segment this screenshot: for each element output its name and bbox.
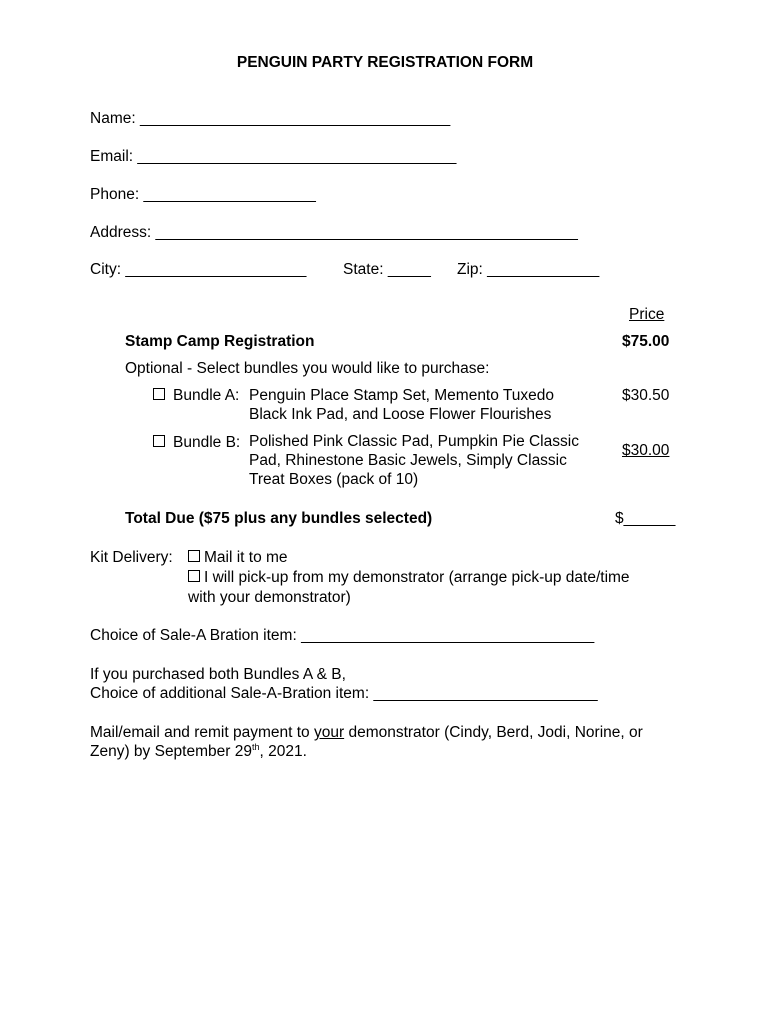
state-blank[interactable]: _____	[387, 261, 431, 278]
sale-a-bration-field[interactable]	[90, 626, 594, 645]
price-header: Price	[629, 306, 665, 323]
remit-text: demonstrator (Cindy, Berd, Jodi, Norine, or	[344, 724, 643, 741]
city-blank[interactable]: _____________________	[125, 261, 307, 278]
remit-line-1	[90, 723, 643, 742]
remit-text: Zeny) by September 29	[90, 743, 252, 760]
zip-blank[interactable]: _____________	[487, 261, 600, 278]
address-field[interactable]	[90, 223, 578, 242]
email-field[interactable]	[90, 147, 456, 166]
registration-label: Stamp Camp Registration	[125, 333, 315, 350]
phone-label: Phone:	[90, 186, 140, 203]
remit-text: Mail/email and remit payment to	[90, 724, 314, 741]
bundle-a-label: Bundle A:	[173, 387, 240, 404]
address-label: Address:	[90, 224, 152, 241]
bundle-b-line: Polished Pink Classic Pad, Pumpkin Pie Classic	[249, 433, 579, 450]
city-field[interactable]	[90, 260, 306, 279]
total-label: Total Due ($75 plus any bundles selected)	[125, 510, 433, 527]
remit-text: , 2021.	[259, 743, 307, 760]
remit-line-2	[90, 742, 643, 761]
bundle-a-line: Black Ink Pad, and Loose Flower Flourishes	[249, 406, 552, 423]
zip-field[interactable]	[457, 260, 599, 279]
sale-a-bration-blank[interactable]: __________________________________	[301, 627, 595, 644]
registration-price: $75.00	[622, 333, 670, 350]
state-field[interactable]	[343, 260, 431, 279]
bundle-b-checkbox[interactable]	[153, 435, 165, 447]
bundle-b-line: Pad, Rhinestone Basic Jewels, Simply Classic	[249, 452, 567, 469]
zip-label: Zip:	[457, 261, 483, 278]
remit-superscript: th	[251, 742, 260, 752]
city-label: City:	[90, 261, 121, 278]
phone-blank[interactable]: ____________________	[143, 186, 316, 203]
mail-checkbox[interactable]	[188, 550, 200, 562]
bundle-a-price: $30.50	[622, 387, 670, 404]
bundle-a-description	[249, 386, 554, 424]
additional-condition: If you purchased both Bundles A & B,	[90, 666, 346, 683]
bundle-b-line: Treat Boxes (pack of 10)	[249, 471, 419, 488]
pickup-option-continued: with your demonstrator)	[188, 589, 351, 606]
email-label: Email:	[90, 148, 134, 165]
mail-option-label: Mail it to me	[204, 549, 288, 566]
state-label: State:	[343, 261, 384, 278]
kit-delivery-mail-option[interactable]	[188, 548, 288, 567]
bundle-b-description	[249, 432, 579, 489]
bundle-a-option[interactable]	[153, 386, 239, 405]
phone-field[interactable]	[90, 185, 316, 204]
name-label: Name:	[90, 110, 136, 127]
kit-delivery-pickup-option[interactable]	[188, 568, 630, 587]
address-blank[interactable]: _________________________________________________	[155, 224, 578, 241]
name-field[interactable]	[90, 109, 450, 128]
bundle-a-checkbox[interactable]	[153, 388, 165, 400]
pickup-checkbox[interactable]	[188, 570, 200, 582]
name-blank[interactable]: ____________________________________	[139, 110, 451, 127]
pickup-option-label: I will pick-up from my demonstrator (arrange pick-up date/time	[204, 569, 630, 586]
bundle-a-line: Penguin Place Stamp Set, Memento Tuxedo	[249, 387, 555, 404]
additional-label: Choice of additional Sale-A-Bration item:	[90, 685, 370, 702]
page-title: PENGUIN PARTY REGISTRATION FORM	[236, 54, 534, 71]
email-blank[interactable]: _____________________________________	[137, 148, 457, 165]
additional-blank[interactable]: __________________________	[373, 685, 598, 702]
bundle-b-label: Bundle B:	[173, 434, 241, 451]
kit-delivery-label: Kit Delivery:	[90, 549, 173, 566]
optional-instruction: Optional - Select bundles you would like to purchase:	[125, 360, 490, 377]
remit-instructions	[90, 723, 643, 761]
additional-sale-a-bration-field[interactable]	[90, 684, 598, 703]
remit-your: your	[313, 724, 345, 741]
total-value-blank[interactable]: $______	[615, 510, 676, 527]
bundle-b-option[interactable]	[153, 433, 240, 452]
sale-a-bration-label: Choice of Sale-A Bration item:	[90, 627, 297, 644]
bundle-b-price: $30.00	[622, 442, 670, 459]
